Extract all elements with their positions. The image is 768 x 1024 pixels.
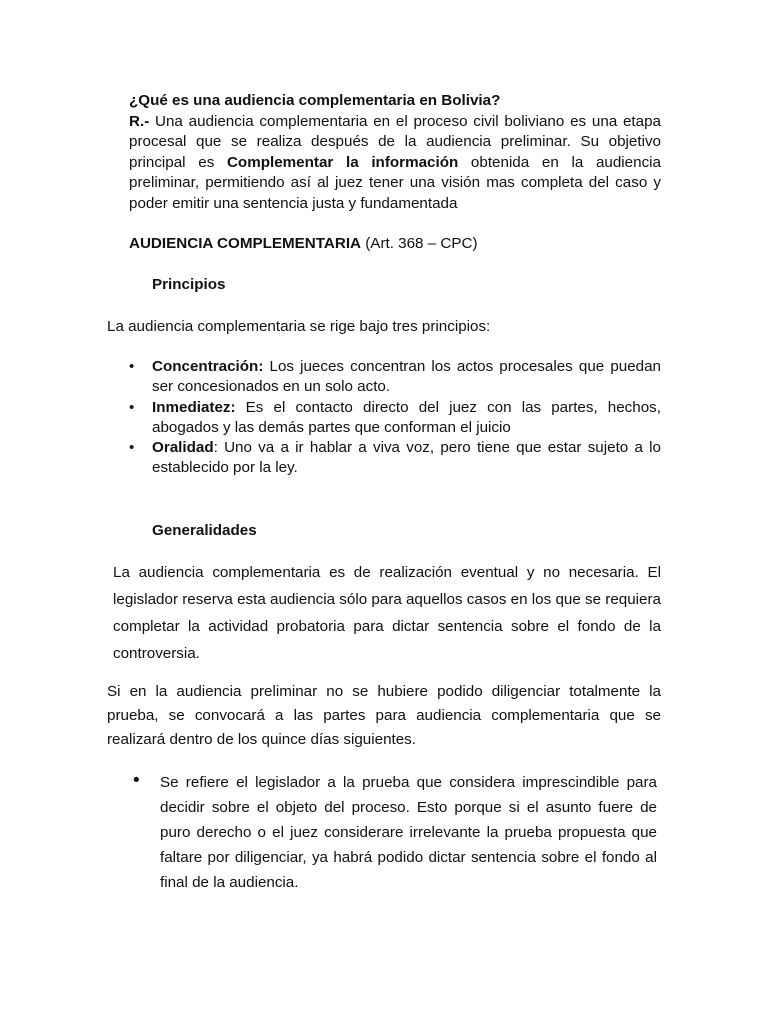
- bullet-icon: •: [129, 398, 135, 416]
- generalidades-paragraph-1: La audiencia complementaria es de realización eventual y no necesaria. El legislador reserva esta audiencia sólo para aquellos casos en los que se requiera completar la actividad probatoria para dictar sentencia sobre el fondo de la controversia.: [113, 564, 661, 662]
- bullet-icon: •: [129, 439, 135, 457]
- section-title: [129, 234, 478, 254]
- principle-text: Es el contacto directo del juez con las partes, hechos, abogados y las demás partes que conforman el juicio: [152, 398, 661, 436]
- answer-text-bold: Complementar la información: [226, 153, 459, 171]
- principios-heading: Principios: [152, 276, 226, 293]
- principios-intro: La audiencia complementaria se rige bajo tres principios:: [107, 318, 491, 335]
- list-item: [129, 398, 661, 439]
- question-title: ¿Qué es una audiencia complementaria en Bolivia?: [129, 92, 501, 109]
- section-title-text: AUDIENCIA COMPLEMENTARIA: [129, 235, 362, 252]
- generalidades-list: [129, 770, 657, 895]
- list-item: [129, 357, 661, 398]
- bullet-icon: •: [129, 358, 135, 375]
- answer-text-part1: Una audiencia complementaria en el proceso civil boliviano es una etapa procesal que se realiza después de la audiencia preliminar. Su objetivo principal es: [129, 112, 661, 171]
- answer-text-part2: obtenida en la audiencia preliminar, permitiendo así al juez tener una visión mas completa del caso y poder emitir una sentencia justa y fundamentada: [129, 153, 661, 212]
- generalidades-paragraph-2: Si en la audiencia preliminar no se hubiere podido diligenciar totalmente la prueba, se convocará a las partes para audiencia complementaria que se realizará dentro de los quince días siguientes.: [107, 683, 661, 748]
- section-reference: (Art. 368 – CPC): [361, 235, 478, 252]
- generalidades-heading: Generalidades: [152, 522, 257, 539]
- principios-list: [129, 357, 661, 479]
- principle-term: Oralidad: [152, 439, 214, 457]
- list-item: [129, 438, 661, 479]
- answer-paragraph: [129, 112, 661, 215]
- principle-text: : Uno va a ir hablar a viva voz, pero tiene que estar sujeto a lo establecido por la ley.: [152, 439, 661, 477]
- bullet-icon: •: [133, 770, 140, 791]
- principle-term: Concentración:: [152, 358, 264, 375]
- principle-term: Inmediatez:: [152, 398, 236, 416]
- principle-text: Los jueces concentran los actos procesales que puedan ser concesionados en un solo acto.: [152, 358, 661, 396]
- question-answer-block: [129, 91, 661, 215]
- answer-prefix: R.-: [129, 112, 150, 130]
- list-item: [129, 770, 657, 895]
- generalidades-bullet-text: Se refiere el legislador a la prueba que considera imprescindible para decidir sobre el objeto del proceso. Esto porque si el asunto fuere de puro derecho o el juez considerare irrelevante la prueba propuesta que faltare por diligenciar, ya habrá podido dictar sentencia sobre el fondo al final de la audiencia.: [160, 774, 657, 891]
